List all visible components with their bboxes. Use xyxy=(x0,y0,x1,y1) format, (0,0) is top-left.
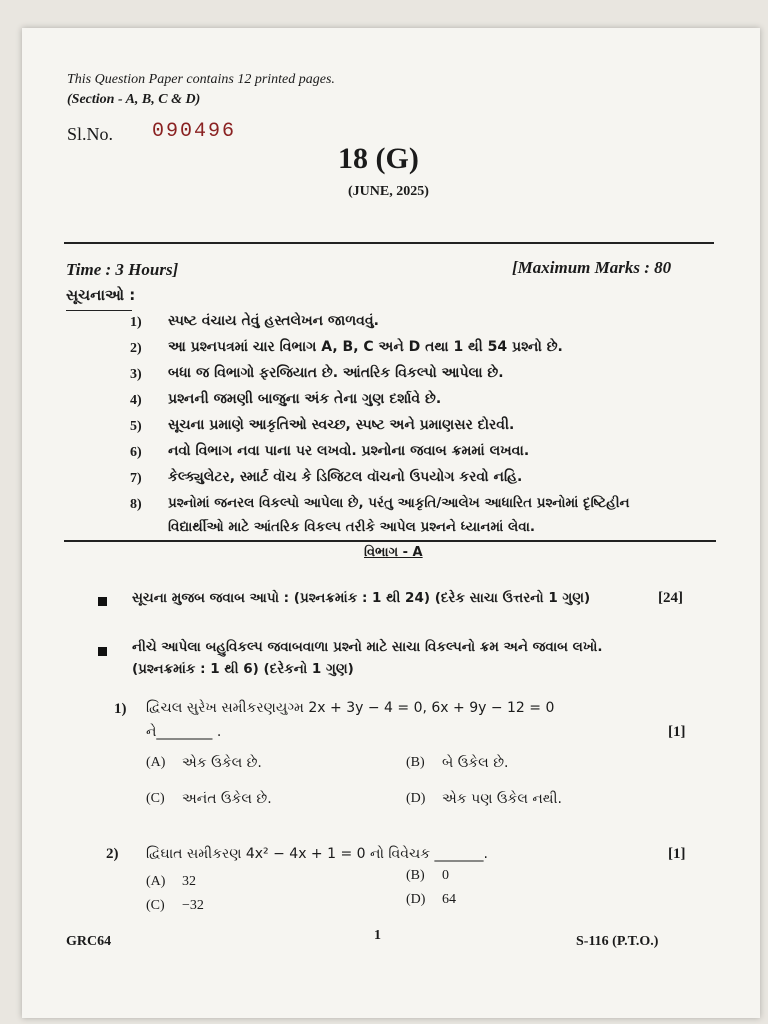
pages-note: This Question Paper contains 12 printed pages. xyxy=(67,72,335,87)
sections-note: (Section - A, B, C & D) xyxy=(67,92,201,107)
question-text-continued: ને________ . xyxy=(146,724,222,740)
serial-label: Sl.No. xyxy=(67,124,114,144)
question-text: દ્વિઘાત સમીકરણ 4x² − 4x + 1 = 0 નો વિવેચક _______. xyxy=(146,846,488,862)
paper-code: 18 (G) xyxy=(338,142,419,175)
directive-bullet xyxy=(98,597,107,606)
page-number: 1 xyxy=(374,928,381,943)
instruction-text: પ્રશ્નોમાં જનરલ વિકલ્પો આપેલા છે, પરંતુ આકૃતિ/આલેખ આધારિત પ્રશ્નોમાં દૃષ્ટિહીન xyxy=(168,495,630,511)
instruction-text: સૂચના પ્રમાણે આકૃતિઓ સ્વચ્છ, સ્પષ્ટ અને પ્રમાણસર દોરવી. xyxy=(168,417,515,433)
instructions-title: સૂચનાઓ : xyxy=(66,286,136,304)
section-directive: સૂચના મુજબ જવાબ આપો : (પ્રશ્નક્રમાંક : 1 થી 24) (દરેક સાચા ઉત્તરનો 1 ગુણ) xyxy=(132,590,591,606)
option-label: (D) xyxy=(406,892,426,907)
option-text: એક પણ ઉકેલ નથી. xyxy=(442,791,562,807)
instruction-number: 6) xyxy=(130,445,142,460)
instructions-divider xyxy=(64,540,716,542)
instruction-text: સ્પષ્ટ વંચાય તેવું હસ્તલેખન જાળવવું. xyxy=(168,313,379,329)
option-label: (A) xyxy=(146,874,166,889)
section-title: વિભાગ - A xyxy=(364,545,423,560)
max-marks: [Maximum Marks : 80 xyxy=(512,258,672,277)
instruction-number: 4) xyxy=(130,393,142,408)
header-divider xyxy=(64,242,714,244)
instruction-number: 3) xyxy=(130,367,142,382)
instruction-number: 2) xyxy=(130,341,142,356)
instruction-text: બધા જ વિભાગો ફરજિયાત છે. આંતરિક વિકલ્પો આપેલા છે. xyxy=(168,365,504,381)
option-text: 32 xyxy=(182,874,196,889)
question-text: દ્વિચલ સુરેખ સમીકરણયુગ્મ 2x + 3y − 4 = 0, 6x + 9y − 12 = 0 xyxy=(146,700,555,716)
question-marks: [1] xyxy=(668,846,686,862)
section-marks: [24] xyxy=(658,590,683,606)
mcq-directive-range: (પ્રશ્નક્રમાંક : 1 થી 6) (દરેકનો 1 ગુણ) xyxy=(132,661,354,677)
time-info: Time : 3 Hours] xyxy=(66,260,179,279)
instruction-text: કેલ્ક્યુલેટર, સ્માર્ટ વૉચ કે ડિજિટલ વૉચનો ઉપયોગ કરવો નહિ. xyxy=(168,469,523,485)
instruction-number: 5) xyxy=(130,419,142,434)
instruction-text-continued: વિદ્યાર્થીઓ માટે આંતરિક વિકલ્પ તરીકે આપેલ પ્રશ્નને ધ્યાનમાં લેવા. xyxy=(168,519,536,535)
session: (JUNE, 2025) xyxy=(348,184,429,199)
option-text: 0 xyxy=(442,868,449,883)
exam-paper xyxy=(22,28,760,1018)
instruction-number: 8) xyxy=(130,497,142,512)
directive-bullet xyxy=(98,647,107,656)
footer-subject-code: S-116 (P.T.O.) xyxy=(576,934,659,949)
instruction-number: 7) xyxy=(130,471,142,486)
option-label: (C) xyxy=(146,898,165,913)
question-marks: [1] xyxy=(668,724,686,740)
option-text: એક ઉકેલ છે. xyxy=(182,755,262,771)
option-text: −32 xyxy=(182,898,204,913)
footer-code: GRC64 xyxy=(66,934,112,949)
option-label: (B) xyxy=(406,868,425,883)
option-label: (B) xyxy=(406,755,425,770)
mcq-directive: નીચે આપેલા બહુવિકલ્પ જવાબવાળા પ્રશ્નો માટે સાચા વિકલ્પનો ક્રમ અને જવાબ લખો. xyxy=(132,639,603,655)
option-text: અનંત ઉકેલ છે. xyxy=(182,791,272,807)
question-number: 2) xyxy=(106,846,119,862)
option-label: (A) xyxy=(146,755,166,770)
instruction-text: આ પ્રશ્નપત્રમાં ચાર વિભાગ A, B, C અને D તથા 1 થી 54 પ્રશ્નો છે. xyxy=(168,339,563,355)
serial-number: 090496 xyxy=(152,120,237,143)
instruction-text: પ્રશ્નની જમણી બાજુના અંક તેના ગુણ દર્શાવે છે. xyxy=(168,391,442,407)
option-label: (D) xyxy=(406,791,426,806)
instruction-number: 1) xyxy=(130,315,142,330)
question-number: 1) xyxy=(114,701,127,717)
instruction-text: નવો વિભાગ નવા પાના પર લખવો. પ્રશ્નોના જવાબ ક્રમમાં લખવા. xyxy=(168,443,530,459)
option-text: બે ઉકેલ છે. xyxy=(442,755,509,771)
option-text: 64 xyxy=(442,892,456,907)
instructions-title-underline xyxy=(66,310,132,311)
option-label: (C) xyxy=(146,791,165,806)
